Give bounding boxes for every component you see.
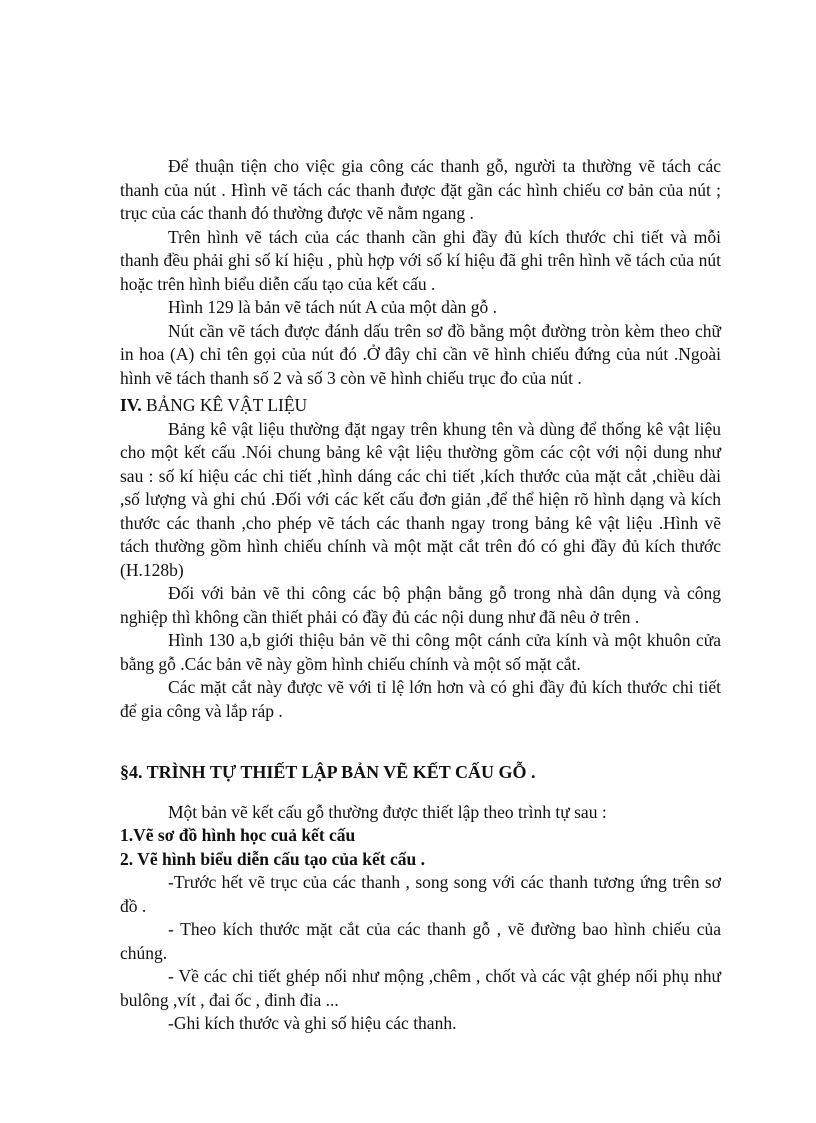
paragraph-construction-drawings: Đối với bản vẽ thi công các bộ phận bằng gỗ trong nhà dân dụng và công nghiệp thì không cần thiết phải có đầy đủ các nội dung như đã nêu ở trên . bbox=[120, 583, 721, 627]
section-heading-materials bbox=[120, 394, 721, 418]
paragraph-node-marking: Nút cần vẽ tách được đánh dấu trên sơ đồ bằng một đường tròn kèm theo chữ in hoa (A) chỉ tên gọi của nút đó .Ở đây chỉ cần vẽ hình chiếu đứng của nút .Ngoài hình vẽ tách thanh số 2 và số 3 còn vẽ hình chiếu trục đo của nút . bbox=[120, 320, 721, 388]
section-title: BẢNG KÊ VẬT LIỆU bbox=[141, 395, 308, 415]
paragraph-drawing-separation: Để thuận tiện cho việc gia công các thanh gỗ, người ta thường vẽ tách các thanh của nút . Hình vẽ tách các thanh được đặt gần các hình chiếu cơ bản của nút ; trục của các thanh đó thường được vẽ nằm ngang . bbox=[120, 156, 721, 223]
list-item-dimensions: -Ghi kích thước và ghi số hiệu các thanh. bbox=[168, 1013, 457, 1033]
paragraph-sections-scale: Các mặt cắt này được vẽ với tỉ lệ lớn hơn và có ghi đầy đủ kích thước chi tiết để gia công và lắp ráp . bbox=[120, 677, 721, 721]
list-item-joints: - Về các chi tiết ghép nối như mộng ,chêm , chốt và các vật ghép nối phụ như bulông ,vít , đai ốc , đinh đỉa ... bbox=[120, 966, 721, 1010]
section-heading-procedure: §4. TRÌNH TỰ THIẾT LẬP BẢN VẼ KẾT CẤU GỖ . bbox=[120, 762, 536, 782]
step-2-heading: 2. Vẽ hình biểu diễn cấu tạo của kết cấu . bbox=[120, 848, 425, 869]
paragraph-dimension-notes: Trên hình vẽ tách của các thanh cần ghi đầy đủ kích thước chi tiết và mỗi thanh đều phải ghi số kí hiệu , phù hợp với số kí hiệu đã ghi trên hình vẽ tách của nút hoặc trên hình biểu diễn cấu tạo của kết cấu . bbox=[120, 226, 721, 294]
paragraph-procedure-intro: Một bản vẽ kết cấu gỗ thường được thiết lập theo trình tự sau : bbox=[168, 801, 607, 822]
paragraph-materials-table: Bảng kê vật liệu thường đặt ngay trên khung tên và dùng để thống kê vật liệu cho một kết cấu .Nói chung bảng kê vật liệu thường gồm các cột với nội dung như sau : số kí hiệu các chi tiết ,hình dáng các chi tiết ,kích thước của mặt cắt ,chiều dài ,số lượng và ghi chú .Đối với các kết cấu đơn giản ,để thể hiện rõ hình dạng và kích thước các thanh ,cho phép vẽ tách các thanh ngay trong bảng kê vật liệu .Hình vẽ tách thường gồm hình chiếu chính và một mặt cắt trên đó có ghi đầy đủ kích thước (H.128b) bbox=[120, 418, 721, 580]
list-item-outline: - Theo kích thước mặt cắt của các thanh gỗ , vẽ đường bao hình chiếu của chúng. bbox=[120, 919, 721, 963]
paragraph-figure-129: Hình 129 là bản vẽ tách nút A của một dàn gỗ . bbox=[168, 297, 498, 317]
list-item-axes: -Trước hết vẽ trục của các thanh , song song với các thanh tương ứng trên sơ đồ . bbox=[120, 872, 721, 916]
section-number: IV. bbox=[120, 395, 142, 415]
paragraph-figure-130: Hình 130 a,b giới thiệu bản vẽ thi công một cánh cửa kính và một khuôn cửa bằng gỗ .Các bản vẽ này gồm hình chiếu chính và một số mặt cắt. bbox=[120, 630, 721, 674]
step-1-heading: 1.Vẽ sơ đồ hình học cuả kết cấu bbox=[120, 825, 356, 845]
